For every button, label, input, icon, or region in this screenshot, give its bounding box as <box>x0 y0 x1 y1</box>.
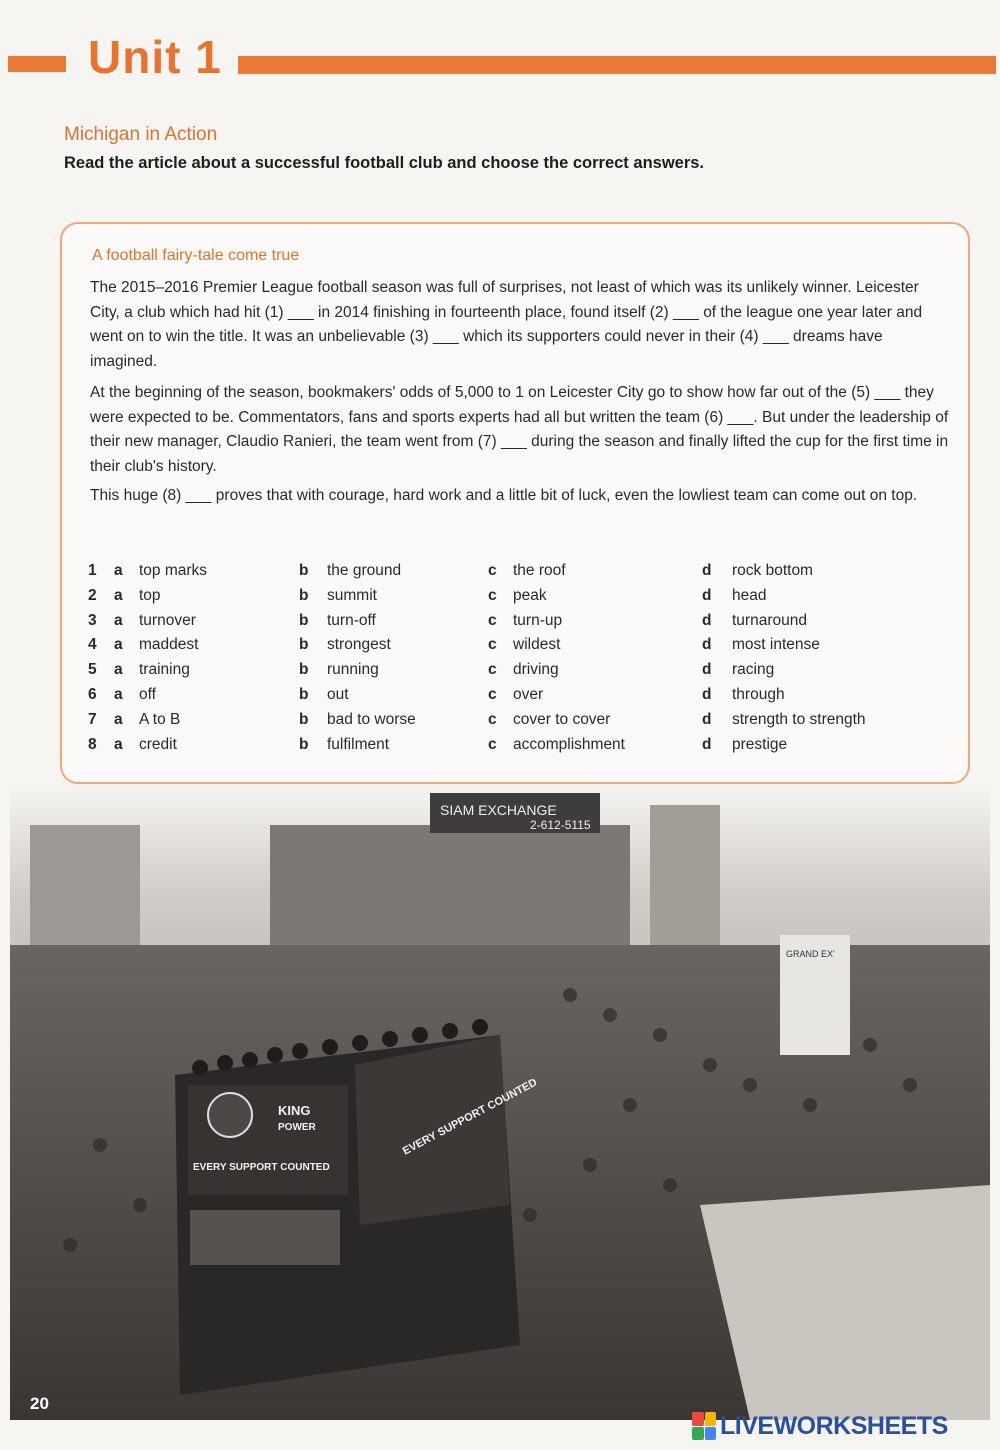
option-letter: b <box>299 685 309 703</box>
option-letter: a <box>114 562 123 579</box>
option-letter: d <box>702 562 712 579</box>
article-paragraph: At the beginning of the season, bookmakers' odds of 5,000 to 1 on Leicester City go to show how far out of the (5) ___ they were expected to be. Commentators, fans and sports experts had all but written the team (6) ___. But under the leadership of their new manager, Claudio Ranieri, the team went from (7) ___ during the season and finally lifted the cup for the first time in their club's history. <box>90 384 949 475</box>
option-a[interactable]: top <box>139 586 161 604</box>
option-a[interactable]: top marks <box>139 562 208 579</box>
option-c[interactable]: accomplishment <box>513 735 625 753</box>
option-a[interactable]: maddest <box>139 636 199 654</box>
club-crest-icon <box>208 1093 252 1137</box>
option-letter: b <box>299 586 309 604</box>
option-letter: d <box>702 611 712 629</box>
bus-power-text: POWER <box>278 1122 316 1133</box>
option-letter: d <box>702 735 712 753</box>
option-d[interactable]: through <box>732 685 785 703</box>
option-row <box>88 711 958 736</box>
option-letter: c <box>488 562 497 579</box>
exchange-phone-text: 2-612-5115 <box>530 818 591 832</box>
option-row <box>88 562 958 587</box>
bus-side-text: EVERY SUPPORT COUNTED <box>400 1076 540 1158</box>
option-c[interactable]: driving <box>513 661 559 679</box>
option-letter: a <box>114 685 123 703</box>
canopy <box>700 1185 990 1420</box>
option-letter: c <box>488 685 497 703</box>
option-d[interactable]: most intense <box>732 636 820 654</box>
option-letter: b <box>299 562 309 579</box>
option-a[interactable]: off <box>139 685 156 703</box>
option-row <box>88 661 958 686</box>
option-letter: b <box>299 636 309 654</box>
option-letter: c <box>488 611 497 629</box>
option-c[interactable]: peak <box>513 586 547 604</box>
option-d[interactable]: head <box>732 586 767 604</box>
option-b[interactable]: bad to worse <box>327 710 416 728</box>
question-number: 2 <box>88 586 97 604</box>
parade-photo <box>10 785 990 1420</box>
option-c[interactable]: turn-up <box>513 611 563 629</box>
answer-options <box>88 562 958 760</box>
bus-banner-text: EVERY SUPPORT COUNTED <box>193 1162 330 1173</box>
exchange-sign-text: SIAM EXCHANGE <box>440 802 557 818</box>
article-title: A football fairy-tale come true <box>92 247 300 264</box>
option-letter: d <box>702 661 712 679</box>
option-d[interactable]: prestige <box>732 735 788 753</box>
watermark <box>692 1410 948 1442</box>
option-letter: d <box>702 685 712 703</box>
option-c[interactable]: over <box>513 685 544 703</box>
option-c[interactable]: wildest <box>513 636 561 654</box>
option-a[interactable]: training <box>139 661 190 679</box>
storefronts <box>270 825 630 955</box>
bus-king-text: KING <box>278 1103 311 1118</box>
option-row <box>88 587 958 612</box>
option-row <box>88 612 958 637</box>
option-letter: a <box>114 611 123 629</box>
option-a[interactable]: A to B <box>139 710 181 728</box>
article-paragraph: The 2015–2016 Premier League football season was full of surprises, not least of which was its unlikely winner. Leicester City, a club which had hit (1) ___ in 2014 finishing in fourteenth place, found itself (2) ___ of the league one year later and went on to win the title. It was an unbelievable (3) ___ which its supporters could never in their (4) ___ dreams have imagined. <box>90 279 923 370</box>
option-letter: d <box>702 710 712 728</box>
liveworksheets-logo-icon <box>692 1412 716 1440</box>
option-d[interactable]: rock bottom <box>732 562 813 579</box>
section-title: Michigan in Action <box>64 124 218 145</box>
unit-bar-left <box>8 56 66 72</box>
watermark-text: LIVEWORKSHEETS <box>720 1411 948 1440</box>
article-paragraph: This huge (8) ___ proves that with courage, hard work and a little bit of luck, even the lowliest team can come out on top. <box>90 487 918 504</box>
option-letter: a <box>114 661 123 679</box>
option-a[interactable]: credit <box>139 735 177 753</box>
unit-bar-right <box>238 56 996 74</box>
option-letter: c <box>488 735 497 753</box>
bus-windscreen <box>190 1210 340 1265</box>
option-row <box>88 686 958 711</box>
option-letter: c <box>488 661 497 679</box>
option-a[interactable]: turnover <box>139 611 196 629</box>
option-letter: b <box>299 710 309 728</box>
option-letter: b <box>299 735 309 753</box>
option-b[interactable]: out <box>327 685 349 703</box>
option-d[interactable]: strength to strength <box>732 710 866 728</box>
question-number: 5 <box>88 661 97 679</box>
option-letter: c <box>488 710 497 728</box>
option-letter: c <box>488 636 497 654</box>
option-b[interactable]: the ground <box>327 562 402 579</box>
option-letter: b <box>299 661 309 679</box>
option-b[interactable]: summit <box>327 586 377 604</box>
option-letter: a <box>114 710 123 728</box>
option-b[interactable]: strongest <box>327 636 391 654</box>
billboard-text: GRAND EX' <box>786 949 835 959</box>
option-d[interactable]: turnaround <box>732 611 807 629</box>
option-letter: c <box>488 586 497 604</box>
question-number: 3 <box>88 611 97 629</box>
option-letter: d <box>702 586 712 604</box>
question-number: 8 <box>88 735 97 753</box>
option-b[interactable]: running <box>327 661 379 679</box>
option-row <box>88 736 958 761</box>
question-number: 7 <box>88 710 97 728</box>
unit-title: Unit 1 <box>88 31 222 83</box>
option-letter: a <box>114 586 123 604</box>
option-c[interactable]: the roof <box>513 562 566 579</box>
option-c[interactable]: cover to cover <box>513 710 611 728</box>
option-row <box>88 636 958 661</box>
option-d[interactable]: racing <box>732 661 775 679</box>
question-number: 6 <box>88 685 97 703</box>
question-number: 1 <box>88 562 97 579</box>
option-letter: d <box>702 636 712 654</box>
instruction-text: Read the article about a successful football club and choose the correct answers. <box>64 154 705 172</box>
option-letter: b <box>299 611 309 629</box>
option-letter: a <box>114 735 123 753</box>
option-letter: a <box>114 636 123 654</box>
option-b[interactable]: fulfilment <box>327 735 390 753</box>
question-number: 4 <box>88 636 97 654</box>
page-number: 20 <box>30 1394 49 1413</box>
option-b[interactable]: turn-off <box>327 611 376 629</box>
